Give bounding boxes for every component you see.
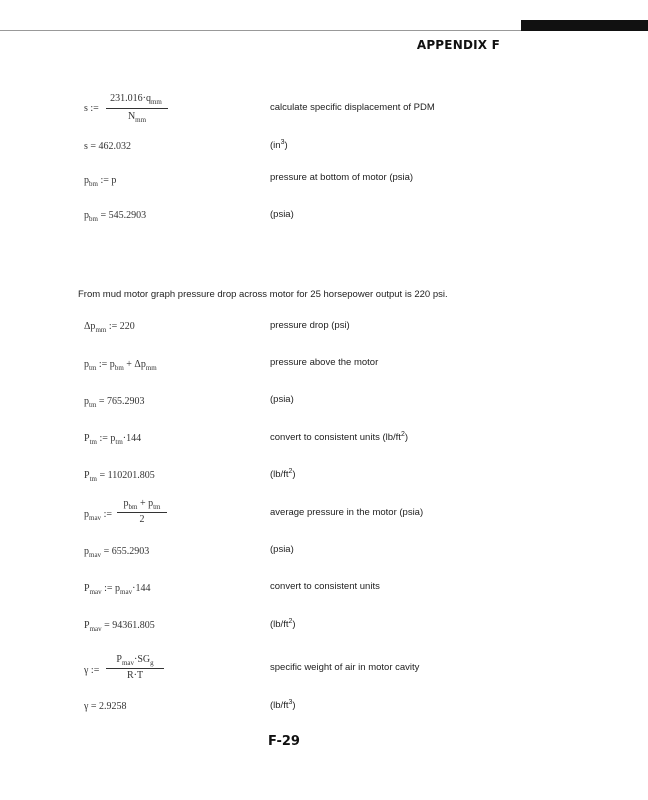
paragraph-text: From mud motor graph pressure drop across motor for 25 horsepower output is 220 psi. [78, 289, 448, 300]
Pmav-value: $P_{mav} = 94361.805$ [84, 620, 155, 633]
fraction-bar [106, 108, 168, 109]
header-rule [0, 30, 521, 31]
appendix-title: APPENDIX F [416, 38, 500, 52]
s-note: calculate specific displacement of PDM [270, 102, 435, 113]
gamma-value: γ = 2.9258 [84, 701, 127, 712]
dp-definition: $\Delta p_{mm}$ := 220 [84, 321, 135, 334]
s-unit: $(in^3)$ [270, 139, 288, 152]
s-numerator: $231.016\cdot q_{mm}$ [110, 93, 162, 106]
Ptm-definition: $P_{tm}$ := $p_{tm}\cdot 144$ [84, 433, 142, 446]
pmav-definition [84, 498, 184, 532]
pmav-numerator: $p_{bm} + p_{tm}$ [123, 498, 161, 511]
ptm-note: pressure above the motor [270, 357, 379, 368]
header-bar [521, 20, 648, 31]
s-denominator: $N_{mm}$ [127, 111, 147, 124]
s-value: s = 462.032 [84, 141, 132, 152]
gamma-denominator: R·T [126, 670, 144, 681]
gamma-lhs: γ := [84, 665, 100, 676]
pbm-value: $p_{bm} = 545.2903$ [84, 210, 147, 223]
pmav-unit: (psia) [270, 544, 294, 555]
gamma-note: specific weight of air in motor cavity [270, 662, 420, 673]
gamma-unit: $(lb/ft^3)$ [270, 699, 296, 712]
pbm-unit: (psia) [270, 209, 294, 220]
Ptm-note: convert to consistent units $(lb/ft^2)$ [270, 431, 409, 444]
Pmav-note: convert to consistent units [270, 581, 380, 592]
ptm-value: $p_{tm} = 765.2903$ [84, 396, 145, 409]
pmav-lhs: $p_{mav}$ := [84, 509, 112, 522]
ptm-unit: (psia) [270, 394, 294, 405]
pbm-definition: $p_{bm}$ := p [84, 175, 117, 188]
dp-note: pressure drop (psi) [270, 320, 350, 331]
s-definition [84, 93, 174, 127]
pmav-denominator: 2 [139, 514, 145, 525]
ptm-definition: $p_{tm}$ := $p_{bm} + \Delta p_{mm}$ [84, 359, 157, 372]
fraction-bar [117, 512, 167, 513]
page-number: F-29 [268, 734, 300, 749]
gamma-numerator: $P_{mav}\cdot SG_g$ [116, 654, 154, 667]
Pmav-definition: $P_{mav}$ := $p_{mav}\cdot 144$ [84, 583, 151, 596]
pmav-note: average pressure in the motor (psia) [270, 507, 424, 518]
gamma-definition [84, 654, 184, 688]
Ptm-value: $P_{tm} = 110201.805$ [84, 470, 155, 483]
Pmav-unit: $(lb/ft^2)$ [270, 618, 296, 631]
pmav-value: $p_{mav} = 655.2903$ [84, 546, 150, 559]
Ptm-unit: $(lb/ft^2)$ [270, 468, 296, 481]
fraction-bar [106, 668, 164, 669]
pbm-note: pressure at bottom of motor (psia) [270, 172, 414, 183]
s-lhs: s := [84, 103, 99, 114]
